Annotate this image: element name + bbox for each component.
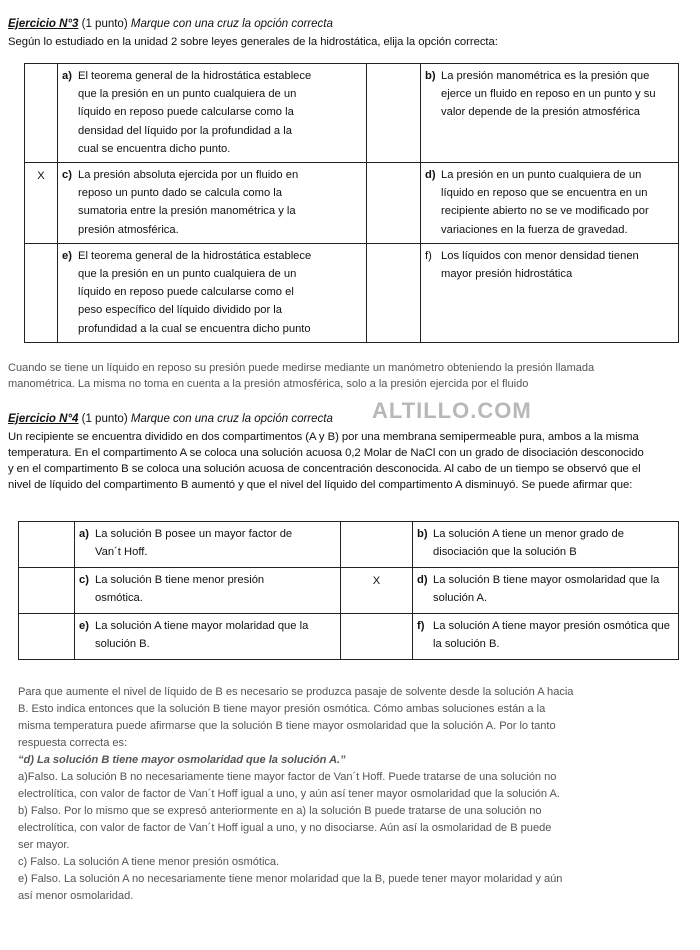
option-left-cell (75, 614, 341, 660)
option-label: f) (425, 249, 432, 262)
exercise-4-options-table (18, 521, 679, 660)
exercise-4-explanation-line: e) Falso. La solución A no necesariamente tiene menor molaridad que la B, puede tener mayor molaridad y aún (18, 873, 563, 885)
option-text-line: La presión absoluta ejercida por un fluido en (78, 169, 299, 182)
exercise-4-explanation-line: misma temperatura puede afirmarse que la solución B tiene mayor osmolaridad que la solución A. Por lo tanto (18, 720, 556, 732)
answer-mark-cell[interactable] (19, 568, 75, 614)
exercise-4-explanation-line: electrolítica, con valor de factor de Van´t Hoff igual a uno, y aún así tener mayor osmolaridad que la solución A. (18, 788, 560, 800)
exercise-4-explanation-line: electrolítica, con valor de factor de Van´t Hoff igual a uno, y no disociarse. Aún así la osmolaridad de B puede (18, 822, 552, 834)
answer-mark-cell[interactable] (367, 64, 421, 163)
answer-mark-cell[interactable] (19, 522, 75, 568)
option-text-line: solución B. (95, 638, 150, 651)
option-text-line: presión atmosférica. (78, 223, 179, 236)
option-text-line: cual se encuentra dicho punto. (78, 142, 231, 155)
option-left-cell (75, 522, 341, 568)
exercise-4-explanation-line: respuesta correcta es: (18, 737, 128, 749)
option-text-line: La presión manométrica es la presión que (441, 70, 650, 82)
option-text (441, 166, 672, 239)
option-text (95, 571, 334, 607)
exercise-4-prompt-line-1: Un recipiente se encuentra dividido en dos compartimentos (A y B) por una membrana semipermeable pura, ambos a la misma (8, 431, 639, 443)
option-text-line: La solución A tiene mayor molaridad que la (95, 620, 309, 632)
option-text-line: recipiente abierto no se ve modificado por (441, 205, 649, 218)
option-label: b) (425, 70, 436, 82)
option-right-cell (421, 163, 679, 244)
option-label: c) (79, 574, 89, 586)
exercise-4-explanation-line: así menor osmolaridad. (18, 890, 134, 902)
exercise-4-explanation-line: a)Falso. La solución B no necesariamente tiene mayor factor de Van´t Hoff. Puede tratarse de una solución no (18, 771, 557, 783)
watermark-logo: ALTILLO.COM (372, 398, 532, 423)
option-label: d) (425, 169, 436, 182)
ej4-row (19, 614, 679, 660)
option-text-line: variaciones en la fuerza de gravedad. (441, 223, 628, 236)
exercise-3-number: Ejercicio N°3 (8, 18, 79, 30)
option-label: d) (417, 574, 428, 586)
option-left-cell (58, 163, 367, 244)
exercise-3-points: (1 punto) (78, 18, 131, 30)
option-text-line: líquido en reposo puede calcularse como la (78, 106, 294, 119)
option-text (441, 67, 672, 122)
exercise-4-explanation-line: b) Falso. Por lo mismo que se expresó anteriormente en a) la solución B puede tratarse de una solución no (18, 805, 542, 817)
option-text-line: La presión en un punto cualquiera de un (441, 169, 642, 182)
exercise-3-explanation-line-2: manométrica. La misma no toma en cuenta a la presión atmosférica, solo a la presión ejercida por el fluido (8, 378, 529, 390)
option-text-line: sumatoria entre la presión manométrica y la (78, 205, 296, 218)
exercise-3-explanation-line-1: Cuando se tiene un líquido en reposo su presión puede medirse mediante un manómetro obteniendo la presión llamada (8, 362, 595, 374)
option-text-line: que la presión en un punto cualquiera de un (78, 88, 297, 101)
ej3-row (25, 243, 679, 342)
exercise-3-prompt: Según lo estudiado en la unidad 2 sobre leyes generales de la hidrostática, elija la opción correcta: (8, 36, 498, 48)
option-text-line: Van´t Hoff. (95, 546, 148, 559)
answer-mark-cell[interactable] (25, 243, 58, 342)
option-text-line: La solución A tiene un menor grado de (433, 528, 624, 540)
option-text-line: disociación que la solución B (433, 546, 577, 559)
option-text (433, 571, 672, 607)
option-right-cell (413, 614, 679, 660)
answer-mark-cell[interactable]: X (341, 568, 413, 614)
answer-mark-cell[interactable] (25, 64, 58, 163)
answer-mark-cell[interactable]: X (25, 163, 58, 244)
option-text-line: La solución B tiene mayor osmolaridad que la (433, 574, 660, 586)
exercise-4-explanation-line: Para que aumente el nivel de líquido de B es necesario se produzca pasaje de solvente desde la solución A hacia (18, 686, 574, 698)
answer-mark-cell[interactable] (367, 163, 421, 244)
ej3-row (25, 64, 679, 163)
option-text-line: que la presión en un punto cualquiera de un (78, 268, 297, 281)
option-label: b) (417, 528, 428, 540)
option-label: e) (62, 249, 72, 262)
option-label: f) (417, 620, 425, 632)
option-text-line: la solución B. (433, 638, 500, 651)
exercise-4-prompt-line-4: nivel de líquido del compartimento B aumentó y que el nivel del líquido del compartimento A disminuyó. Se puede afirmar que: (8, 479, 633, 491)
option-text (78, 67, 360, 158)
option-text (433, 525, 672, 561)
ej3-row (25, 163, 679, 244)
option-left-cell (75, 568, 341, 614)
option-text (78, 247, 360, 338)
option-text (95, 617, 334, 653)
option-text-line: peso específico del líquido dividido por la (78, 304, 282, 317)
option-text-line: Los líquidos con menor densidad tienen (441, 249, 639, 262)
option-text (78, 166, 360, 239)
exercise-3-options-table (24, 63, 679, 343)
option-text (433, 617, 672, 653)
option-text-line: mayor presión hidrostática (441, 268, 573, 281)
option-text-line: El teorema general de la hidrostática establece (78, 249, 312, 262)
exercise-4-points: (1 punto) (78, 413, 131, 425)
option-text-line: osmótica. (95, 592, 143, 605)
exercise-4-number: Ejercicio N°4 (8, 413, 79, 425)
ej4-row (19, 568, 679, 614)
exercise-3-heading (8, 18, 333, 30)
option-right-cell (413, 568, 679, 614)
option-left-cell (58, 243, 367, 342)
exercise-4-explanation-line: B. Esto indica entonces que la solución B tiene mayor presión osmótica. Cómo ambas soluciones están a la (18, 703, 546, 715)
option-label: a) (79, 528, 89, 540)
option-text (441, 247, 672, 283)
exercise-4-explanation-line: “d) La solución B tiene mayor osmolaridad que la solución A.” (18, 754, 346, 766)
option-text-line: reposo un punto dado se calcula como la (78, 187, 282, 200)
exercise-4-heading (8, 413, 333, 425)
answer-mark-cell[interactable] (341, 522, 413, 568)
option-right-cell (421, 64, 679, 163)
answer-mark-cell[interactable] (341, 614, 413, 660)
exercise-4-instruction: Marque con una cruz la opción correcta (130, 413, 333, 425)
option-label: c) (62, 169, 72, 182)
option-text (95, 525, 334, 561)
exercise-4-explanation-line: ser mayor. (18, 839, 70, 851)
option-text-line: profundidad a la cual se encuentra dicho punto (78, 322, 311, 335)
exercise-4-explanation-line: c) Falso. La solución A tiene menor presión osmótica. (18, 856, 280, 868)
option-left-cell (58, 64, 367, 163)
exercise-4-prompt-line-3: y en el compartimento B se coloca una solución acuosa de concentración desconocida. Al cabo de un tiempo se observó que el (8, 463, 641, 475)
option-text-line: densidad del líquido por la profundidad a la (78, 124, 292, 137)
option-text-line: La solución B posee un mayor factor de (95, 528, 293, 540)
option-label: a) (62, 70, 72, 82)
option-text-line: La solución A tiene mayor presión osmótica que (433, 620, 670, 632)
answer-mark-cell[interactable] (19, 614, 75, 660)
option-text-line: ejerce un fluido en reposo en un punto y su (441, 88, 656, 101)
option-right-cell (421, 243, 679, 342)
option-text-line: líquido en reposo puede calcularse como el (78, 286, 294, 299)
option-right-cell (413, 522, 679, 568)
exercise-3-instruction: Marque con una cruz la opción correcta (130, 18, 333, 30)
ej4-row (19, 522, 679, 568)
option-text-line: solución A. (433, 592, 488, 605)
option-text-line: La solución B tiene menor presión (95, 574, 265, 586)
option-text-line: líquido en reposo que se encuentra en un (441, 187, 648, 200)
option-label: e) (79, 620, 89, 632)
option-text-line: El teorema general de la hidrostática establece (78, 70, 312, 82)
answer-mark-cell[interactable] (367, 243, 421, 342)
option-text-line: valor depende de la presión atmosférica (441, 106, 641, 119)
exercise-4-prompt-line-2: temperatura. En el compartimento A se coloca una solución acuosa 0,2 Molar de NaCl con un grado de disociación desconocido (8, 447, 644, 459)
